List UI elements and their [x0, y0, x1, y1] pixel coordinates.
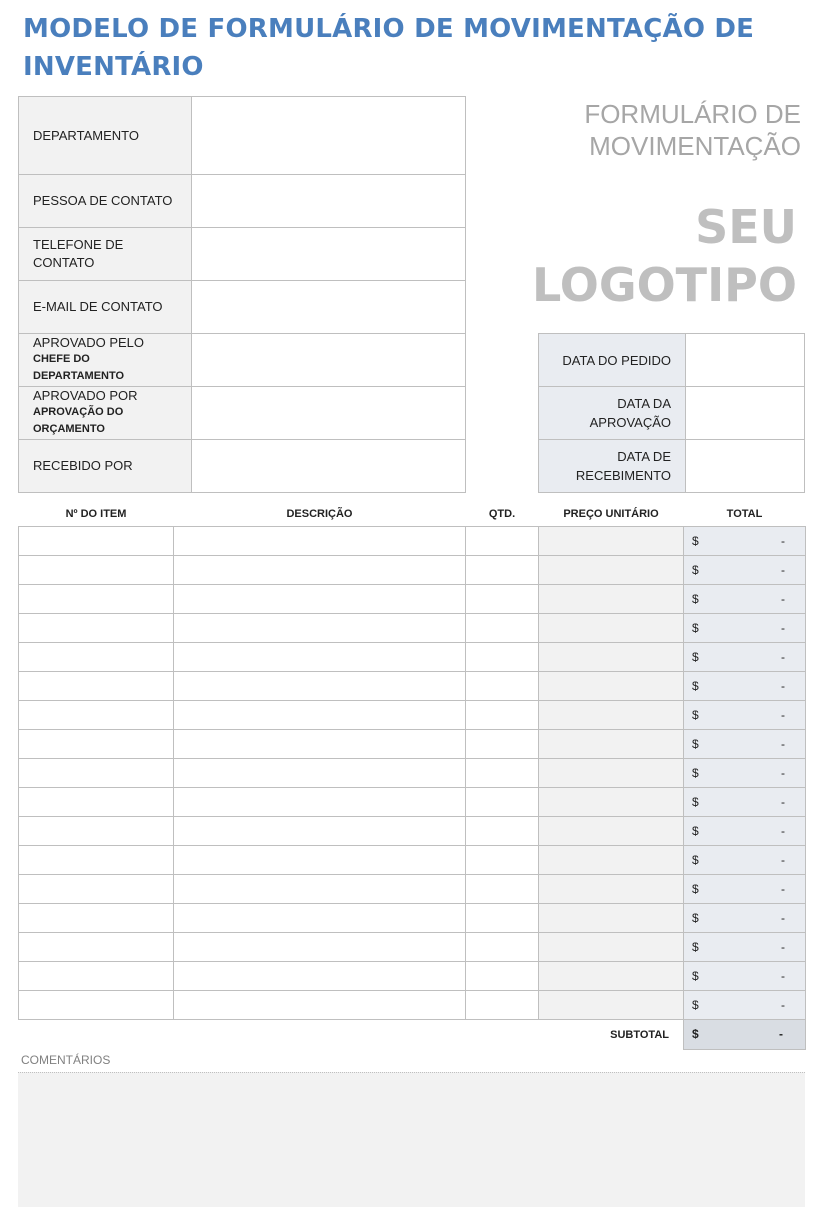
- total-amount: -: [781, 766, 785, 780]
- unit-price-cell[interactable]: [539, 817, 684, 846]
- currency-symbol: $: [692, 534, 699, 548]
- items-table: [18, 502, 806, 1050]
- unit-price-cell[interactable]: [539, 962, 684, 991]
- table-row: [19, 672, 806, 701]
- quantity-cell[interactable]: [466, 817, 539, 846]
- total-amount: -: [781, 621, 785, 635]
- currency-symbol: $: [692, 563, 699, 577]
- table-row: [19, 730, 806, 759]
- total-amount: -: [781, 650, 785, 664]
- received-by-label: RECEBIDO POR: [19, 440, 192, 493]
- item-number-cell[interactable]: [19, 875, 174, 904]
- description-cell[interactable]: [174, 962, 466, 991]
- item-number-cell[interactable]: [19, 991, 174, 1020]
- table-row: [19, 788, 806, 817]
- table-row: [19, 933, 806, 962]
- contact-email-label: E-MAIL DE CONTATO: [19, 281, 192, 334]
- total-amount: -: [781, 969, 785, 983]
- header-quantity: QTD.: [466, 502, 539, 527]
- total-cell: [684, 643, 806, 672]
- total-amount: -: [781, 563, 785, 577]
- currency-symbol: $: [692, 940, 699, 954]
- currency-symbol: $: [692, 737, 699, 751]
- currency-symbol: $: [692, 621, 699, 635]
- total-cell: [684, 933, 806, 962]
- unit-price-cell[interactable]: [539, 904, 684, 933]
- total-cell: [684, 527, 806, 556]
- quantity-cell[interactable]: [466, 730, 539, 759]
- description-cell[interactable]: [174, 788, 466, 817]
- currency-symbol: $: [692, 766, 699, 780]
- unit-price-cell[interactable]: [539, 556, 684, 585]
- subtotal-label: SUBTOTAL: [610, 1028, 669, 1041]
- description-cell[interactable]: [174, 846, 466, 875]
- item-number-cell[interactable]: [19, 614, 174, 643]
- total-cell: [684, 614, 806, 643]
- unit-price-cell[interactable]: [539, 875, 684, 904]
- unit-price-cell[interactable]: [539, 730, 684, 759]
- approval-date-label: DATA DA APROVAÇÃO: [539, 387, 686, 440]
- table-row: [19, 701, 806, 730]
- form-title: FORMULÁRIO DE MOVIMENTAÇÃO: [584, 99, 801, 161]
- total-cell: [684, 585, 806, 614]
- contact-info-table: [18, 96, 466, 493]
- description-cell[interactable]: [174, 556, 466, 585]
- item-number-cell[interactable]: [19, 962, 174, 991]
- item-number-cell[interactable]: [19, 556, 174, 585]
- description-cell[interactable]: [174, 701, 466, 730]
- quantity-cell[interactable]: [466, 701, 539, 730]
- unit-price-cell[interactable]: [539, 614, 684, 643]
- total-cell: [684, 817, 806, 846]
- quantity-cell[interactable]: [466, 788, 539, 817]
- contact-person-field[interactable]: [192, 175, 466, 228]
- item-number-cell[interactable]: [19, 730, 174, 759]
- total-cell: [684, 991, 806, 1020]
- total-amount: -: [781, 998, 785, 1012]
- unit-price-cell[interactable]: [539, 672, 684, 701]
- total-amount: -: [781, 592, 785, 606]
- description-cell[interactable]: [174, 991, 466, 1020]
- unit-price-cell[interactable]: [539, 527, 684, 556]
- currency-symbol: $: [692, 882, 699, 896]
- item-number-cell[interactable]: [19, 527, 174, 556]
- header-item-number: Nº DO ITEM: [19, 502, 174, 527]
- quantity-cell[interactable]: [466, 672, 539, 701]
- table-row: [19, 875, 806, 904]
- description-cell[interactable]: [174, 643, 466, 672]
- subtotal-value: $ -: [684, 1020, 806, 1050]
- item-number-cell[interactable]: [19, 585, 174, 614]
- currency-symbol: $: [692, 708, 699, 722]
- item-number-cell[interactable]: [19, 846, 174, 875]
- total-amount: -: [781, 795, 785, 809]
- quantity-cell[interactable]: [466, 759, 539, 788]
- item-number-cell[interactable]: [19, 672, 174, 701]
- table-row: [19, 817, 806, 846]
- table-row: [19, 846, 806, 875]
- table-row: [19, 643, 806, 672]
- currency-symbol: $: [692, 592, 699, 606]
- currency-symbol: $: [692, 853, 699, 867]
- currency-symbol: $: [692, 679, 699, 693]
- quantity-cell[interactable]: [466, 846, 539, 875]
- total-cell: [684, 730, 806, 759]
- item-number-cell[interactable]: [19, 904, 174, 933]
- header-total: TOTAL: [684, 502, 806, 527]
- department-label: DEPARTAMENTO: [19, 97, 192, 175]
- approved-by-budget-field[interactable]: [192, 387, 466, 440]
- contact-person-label: PESSOA DE CONTATO: [19, 175, 192, 228]
- description-cell[interactable]: [174, 875, 466, 904]
- unit-price-cell[interactable]: [539, 585, 684, 614]
- quantity-cell[interactable]: [466, 875, 539, 904]
- comments-label: COMENTÁRIOS: [21, 1053, 111, 1067]
- unit-price-cell[interactable]: [539, 701, 684, 730]
- comments-field[interactable]: [18, 1072, 805, 1207]
- currency-symbol: $: [692, 998, 699, 1012]
- table-row: [19, 991, 806, 1020]
- contact-phone-field[interactable]: [192, 228, 466, 281]
- quantity-cell[interactable]: [466, 614, 539, 643]
- table-row: [19, 556, 806, 585]
- unit-price-cell[interactable]: [539, 788, 684, 817]
- order-date-label: DATA DO PEDIDO: [539, 334, 686, 387]
- item-number-cell[interactable]: [19, 817, 174, 846]
- logo-placeholder: SEU LOGOTIPO: [532, 200, 797, 312]
- approved-by-head-field[interactable]: [192, 334, 466, 387]
- approval-date-field[interactable]: [686, 387, 805, 440]
- currency-symbol: $: [692, 911, 699, 925]
- currency-symbol: $: [692, 969, 699, 983]
- department-field[interactable]: [192, 97, 466, 175]
- table-row: [19, 585, 806, 614]
- total-amount: -: [781, 940, 785, 954]
- description-cell[interactable]: [174, 614, 466, 643]
- table-row: [19, 527, 806, 556]
- total-cell: [684, 875, 806, 904]
- item-number-cell[interactable]: [19, 643, 174, 672]
- dates-table: [538, 333, 805, 493]
- currency-symbol: $: [692, 824, 699, 838]
- description-cell[interactable]: [174, 759, 466, 788]
- quantity-cell[interactable]: [466, 556, 539, 585]
- receipt-date-label: DATA DE RECEBIMENTO: [539, 440, 686, 493]
- item-number-cell[interactable]: [19, 933, 174, 962]
- total-amount: -: [781, 882, 785, 896]
- total-cell: [684, 759, 806, 788]
- item-number-cell[interactable]: [19, 759, 174, 788]
- description-cell[interactable]: [174, 817, 466, 846]
- contact-phone-label: TELEFONE DE CONTATO: [19, 228, 192, 281]
- page-title: MODELO DE FORMULÁRIO DE MOVIMENTAÇÃO DE INVENTÁRIO: [23, 14, 755, 82]
- total-amount: -: [781, 911, 785, 925]
- total-amount: -: [781, 853, 785, 867]
- quantity-cell[interactable]: [466, 527, 539, 556]
- total-cell: [684, 846, 806, 875]
- receipt-date-field[interactable]: [686, 440, 805, 493]
- total-amount: -: [781, 708, 785, 722]
- total-cell: [684, 701, 806, 730]
- header-unit-price: PREÇO UNITÁRIO: [539, 502, 684, 527]
- unit-price-cell[interactable]: [539, 846, 684, 875]
- item-number-cell[interactable]: [19, 701, 174, 730]
- table-row: [19, 962, 806, 991]
- total-cell: [684, 904, 806, 933]
- unit-price-cell[interactable]: [539, 643, 684, 672]
- unit-price-cell[interactable]: [539, 991, 684, 1020]
- approved-by-budget-label: APROVADO POR APROVAÇÃO DO ORÇAMENTO: [19, 387, 192, 440]
- quantity-cell[interactable]: [466, 904, 539, 933]
- unit-price-cell[interactable]: [539, 933, 684, 962]
- total-amount: -: [781, 534, 785, 548]
- total-amount: -: [781, 824, 785, 838]
- header-description: DESCRIÇÃO: [174, 502, 466, 527]
- description-cell[interactable]: [174, 904, 466, 933]
- total-cell: [684, 962, 806, 991]
- total-amount: -: [781, 679, 785, 693]
- unit-price-cell[interactable]: [539, 759, 684, 788]
- table-row: [19, 759, 806, 788]
- received-by-field[interactable]: [192, 440, 466, 493]
- quantity-cell[interactable]: [466, 962, 539, 991]
- quantity-cell[interactable]: [466, 643, 539, 672]
- description-cell[interactable]: [174, 672, 466, 701]
- table-row: [19, 614, 806, 643]
- total-cell: [684, 788, 806, 817]
- description-cell[interactable]: [174, 933, 466, 962]
- total-cell: [684, 672, 806, 701]
- description-cell[interactable]: [174, 730, 466, 759]
- approved-by-head-label: APROVADO PELO CHEFE DO DEPARTAMENTO: [19, 334, 192, 387]
- quantity-cell[interactable]: [466, 585, 539, 614]
- quantity-cell[interactable]: [466, 991, 539, 1020]
- order-date-field[interactable]: [686, 334, 805, 387]
- quantity-cell[interactable]: [466, 933, 539, 962]
- description-cell[interactable]: [174, 585, 466, 614]
- total-amount: -: [781, 737, 785, 751]
- table-row: [19, 904, 806, 933]
- currency-symbol: $: [692, 795, 699, 809]
- contact-email-field[interactable]: [192, 281, 466, 334]
- total-cell: [684, 556, 806, 585]
- description-cell[interactable]: [174, 527, 466, 556]
- item-number-cell[interactable]: [19, 788, 174, 817]
- currency-symbol: $: [692, 650, 699, 664]
